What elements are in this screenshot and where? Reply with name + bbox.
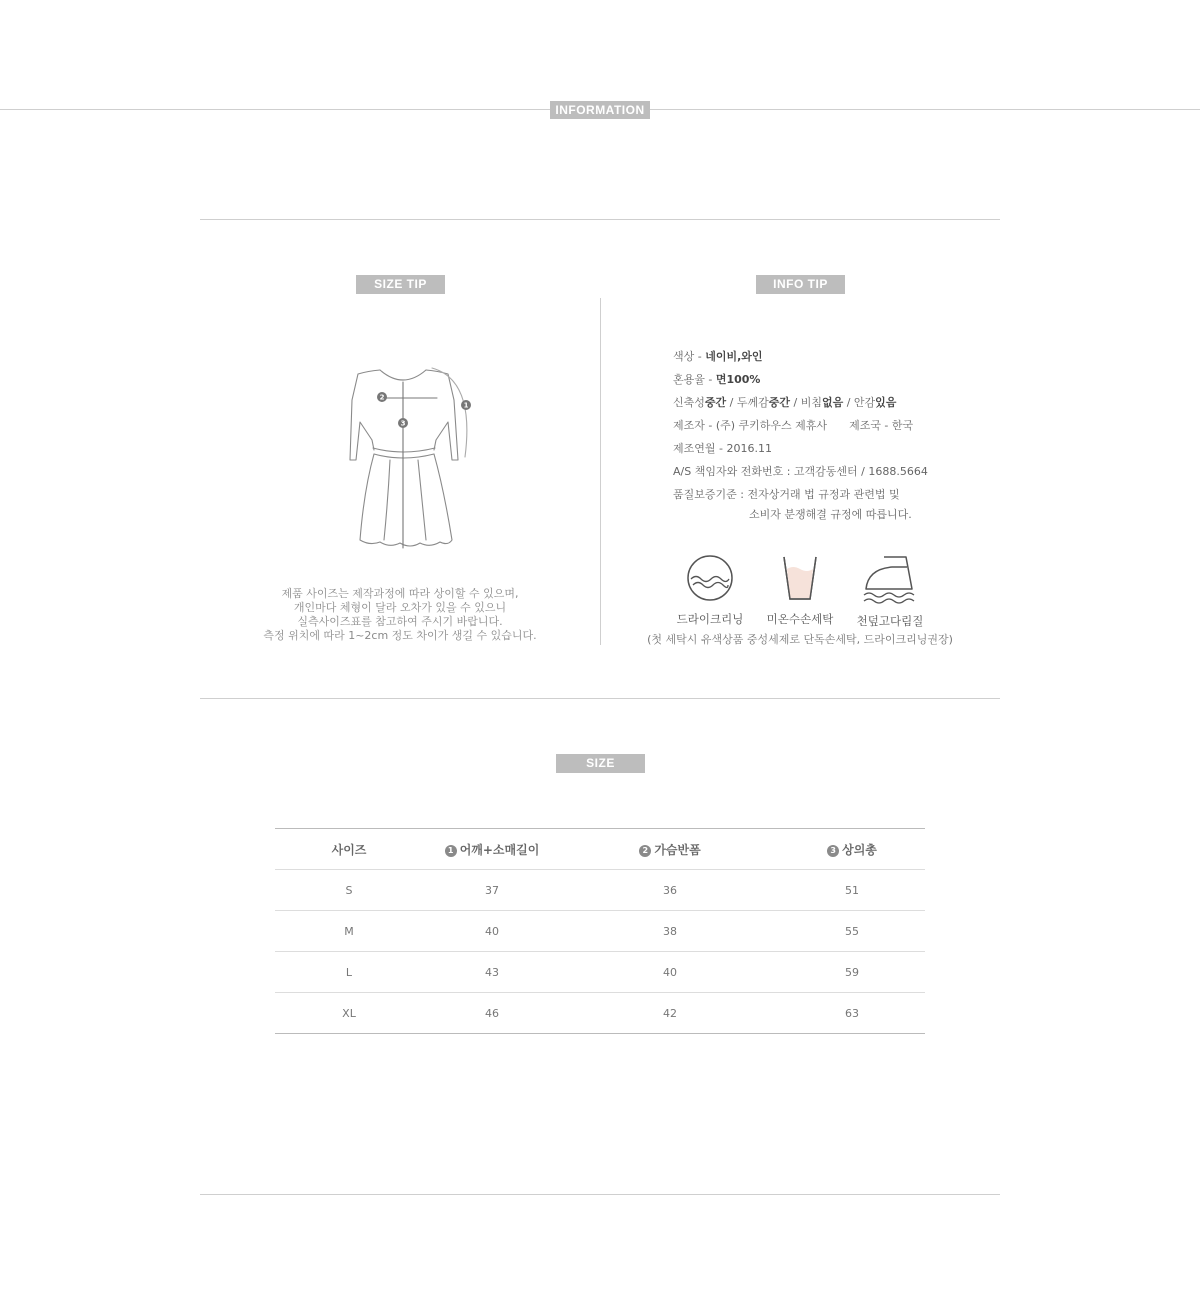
cell-size: M	[275, 911, 423, 952]
caption-line: 측정 위치에 따라 1~2cm 정도 차이가 생길 수 있습니다.	[263, 629, 537, 642]
dress-sketch	[340, 360, 480, 555]
marker-1: 1	[463, 401, 469, 410]
information-badge: INFORMATION	[550, 101, 650, 119]
number-3-icon: 3	[827, 845, 839, 857]
header-label: 상의총	[842, 842, 877, 857]
dry-clean-icon	[685, 553, 735, 603]
table-row	[275, 911, 925, 952]
info-blend-label: 혼용율 -	[673, 373, 716, 386]
lining-value: 있음	[875, 396, 897, 409]
info-color-label: 색상 -	[673, 350, 706, 363]
hand-wash-label: 미온수손세탁	[766, 612, 834, 626]
bottom-divider	[200, 1194, 1000, 1195]
number-2-icon: 2	[639, 845, 651, 857]
header-chest	[561, 829, 779, 870]
table-row	[275, 993, 925, 1034]
info-tip-details	[673, 348, 973, 529]
cell-total-length: 55	[779, 911, 925, 952]
info-warranty-row-2: 소비자 분쟁해결 규정에 따릅니다.	[749, 508, 912, 521]
table-row	[275, 952, 925, 993]
header-total-length	[779, 829, 925, 870]
stretch-label: 신축성	[673, 396, 705, 409]
iron-icon	[862, 553, 918, 605]
thickness-label: / 두께감	[726, 396, 769, 409]
hand-wash-icon	[775, 553, 825, 603]
caption-line: 제품 사이즈는 제작과정에 따라 상이할 수 있으며,	[281, 587, 519, 600]
cell-chest: 36	[561, 870, 779, 911]
section-divider-1	[200, 219, 1000, 220]
cell-chest: 40	[561, 952, 779, 993]
cell-size: XL	[275, 993, 423, 1034]
section-divider-2	[200, 698, 1000, 699]
cell-total-length: 63	[779, 993, 925, 1034]
cell-shoulder-sleeve: 46	[423, 993, 561, 1034]
info-maker-row	[673, 417, 973, 440]
size-table-header	[275, 829, 925, 870]
marker-2: 2	[379, 393, 385, 402]
info-color-row	[673, 348, 973, 371]
size-tip-caption	[200, 587, 600, 643]
dry-clean-label: 드라이크리닝	[676, 612, 744, 626]
care-note: (첫 세탁시 유색상품 중성세제로 단독손세탁, 드라이크리닝권장)	[647, 633, 953, 646]
info-maker: 제조자 - (주) 쿠키하우스 제휴사	[673, 419, 828, 432]
cell-total-length: 59	[779, 952, 925, 993]
info-fabric-row	[673, 394, 973, 417]
iron-label: 천덮고다림질	[856, 614, 924, 628]
table-row	[275, 870, 925, 911]
cell-shoulder-sleeve: 43	[423, 952, 561, 993]
info-tip-badge: INFO TIP	[756, 275, 845, 294]
cell-shoulder-sleeve: 40	[423, 911, 561, 952]
lining-label: / 안감	[843, 396, 876, 409]
cell-shoulder-sleeve: 37	[423, 870, 561, 911]
column-divider	[600, 298, 601, 645]
care-item-dry-clean	[665, 553, 755, 627]
cell-chest: 42	[561, 993, 779, 1034]
info-country: 제조국 - 한국	[849, 419, 914, 432]
info-date-row: 제조연월 - 2016.11	[673, 442, 772, 455]
header-size: 사이즈	[275, 829, 423, 870]
sheer-label: / 비침	[790, 396, 822, 409]
number-1-icon: 1	[445, 845, 457, 857]
caption-line: 개인마다 체형이 달라 오차가 있을 수 있으니	[293, 601, 507, 614]
care-item-hand-wash	[755, 553, 845, 627]
marker-3: 3	[400, 419, 406, 428]
cell-total-length: 51	[779, 870, 925, 911]
header-label: 어깨+소매길이	[459, 842, 540, 857]
cell-size: L	[275, 952, 423, 993]
header-shoulder-sleeve	[423, 829, 561, 870]
size-table	[275, 828, 925, 1034]
size-tip-badge: SIZE TIP	[356, 275, 445, 294]
info-warranty-row-1: 품질보증기준 : 전자상거래 법 규정과 관련법 및	[673, 488, 900, 501]
care-item-iron	[845, 553, 935, 629]
caption-line: 실측사이즈표를 참고하여 주시기 바랍니다.	[297, 615, 503, 628]
cell-size: S	[275, 870, 423, 911]
thickness-value: 중간	[768, 396, 790, 409]
cell-chest: 38	[561, 911, 779, 952]
sheer-value: 없음	[821, 396, 844, 409]
header-label: 가슴반폼	[654, 842, 701, 857]
info-blend-row	[673, 371, 973, 394]
size-badge: SIZE	[556, 754, 645, 773]
info-blend-value: 면100%	[715, 373, 761, 386]
info-color-value: 네이비,와인	[705, 350, 763, 363]
stretch-value: 중간	[704, 396, 727, 409]
info-as-row: A/S 책임자와 전화번호 : 고객감동센터 / 1688.5664	[673, 465, 928, 478]
